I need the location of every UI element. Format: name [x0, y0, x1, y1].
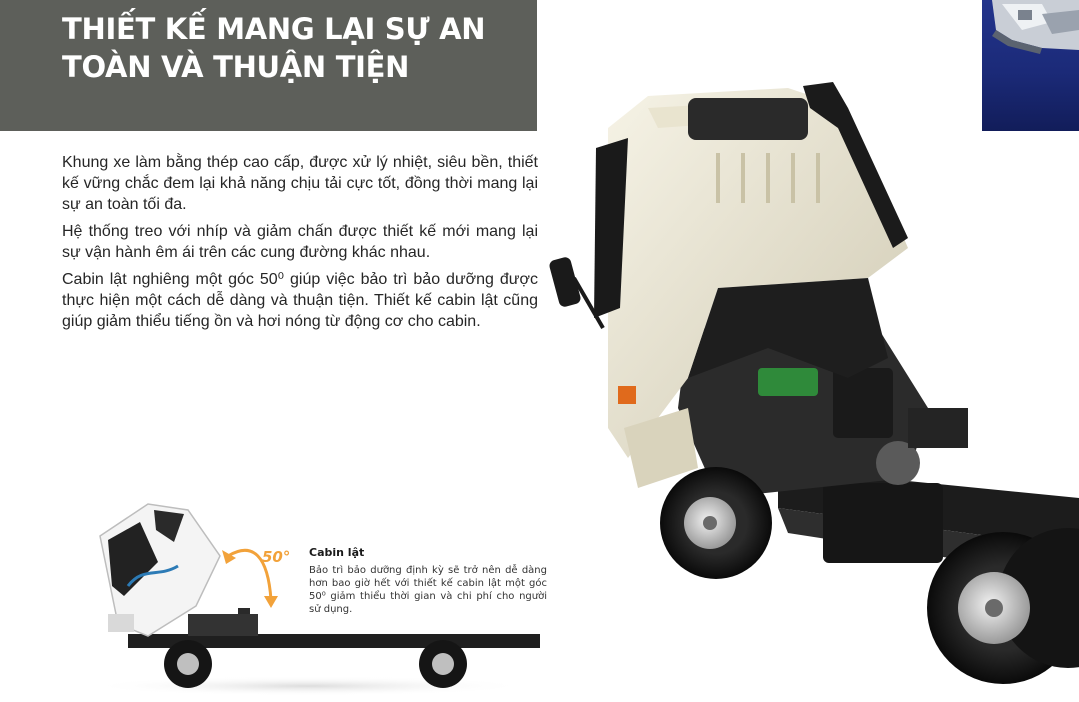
- paragraph-frame: Khung xe làm bằng thép cao cấp, được xử lý nhiệt, siêu bền, thiết kế vững chắc đem lại khả năng chịu tải cực tốt, đồng thời mang lại sự an toàn tối đa.: [62, 154, 538, 213]
- caption-text: Bảo trì bảo dưỡng định kỳ sẽ trở nên dễ dàng hơn bao giờ hết với thiết kế cabin lật một góc 50⁰ giảm thiểu thời gian và chi phí cho người sử dụng.: [309, 565, 547, 615]
- title-line-1: THIẾT KẾ MANG LẠI SỰ AN: [62, 12, 486, 46]
- body-text: [62, 152, 538, 338]
- paragraph-suspension: Hệ thống treo với nhíp và giảm chấn được thiết kế mới mang lại sự vận hành êm ái trên các cung đường khác nhau.: [62, 223, 538, 261]
- caption-title: Cabin lật: [309, 546, 365, 559]
- title-banner: [0, 0, 537, 131]
- page-title: [62, 10, 485, 86]
- paragraph-tilt-cabin: Cabin lật nghiêng một góc 50⁰ giúp việc bảo trì bảo dưỡng được thực hiện một cách dễ dàng và thuận tiện. Thiết kế cabin lật cũng giúp giảm thiểu tiếng ồn và hơi nóng từ động cơ cho cabin.: [62, 271, 538, 330]
- tilt-angle-label: 50°: [262, 548, 291, 566]
- truck-tilted-cabin-image: [548, 78, 1079, 702]
- title-line-2: TOÀN VÀ THUẬN TIỆN: [62, 50, 410, 84]
